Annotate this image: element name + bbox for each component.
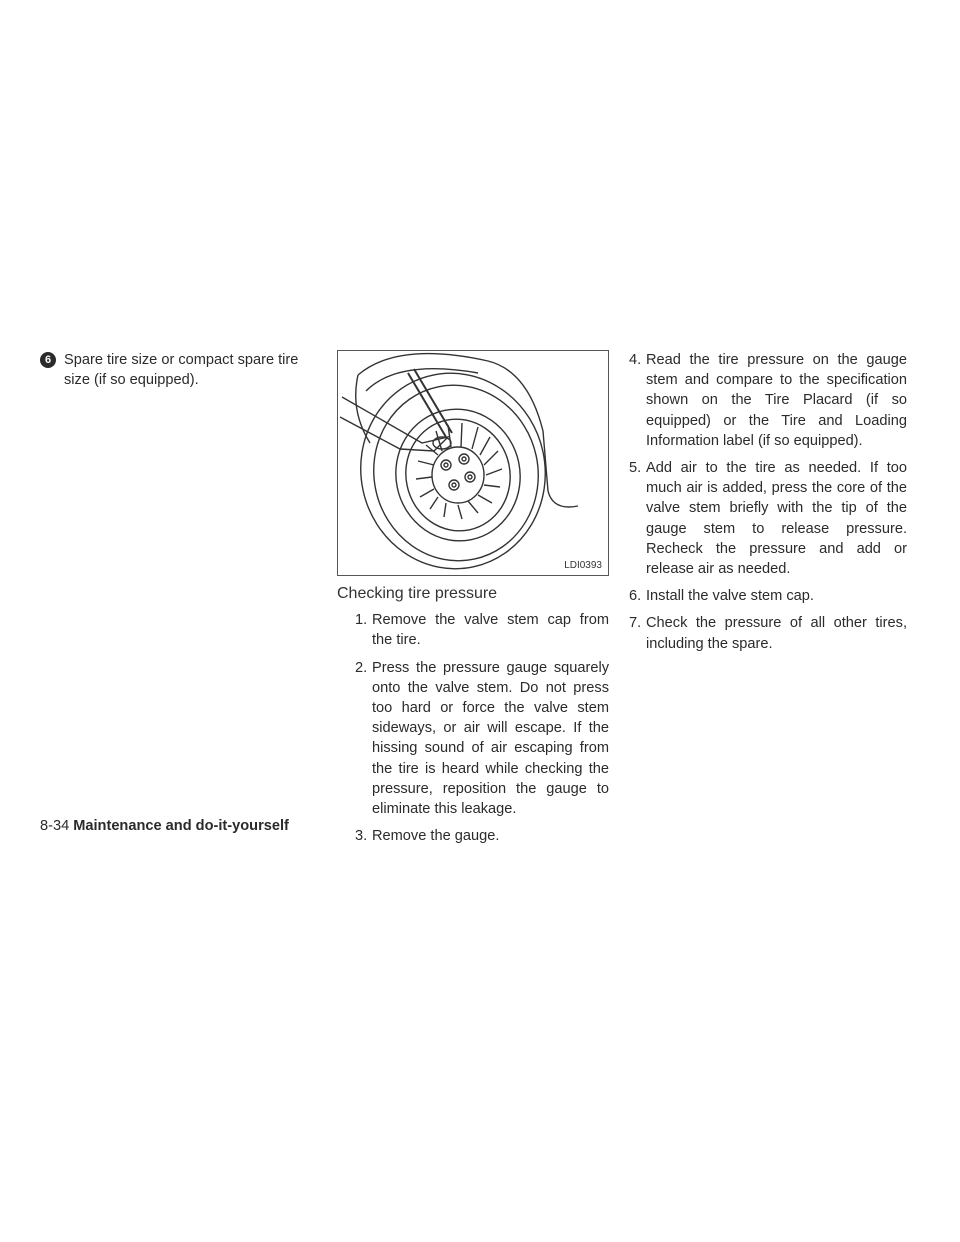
- step-number: 3.: [355, 828, 368, 845]
- left-column: [40, 350, 322, 390]
- steps-list-part1: [337, 610, 609, 846]
- spare-tire-item: [40, 350, 322, 390]
- tire-illustration: [337, 350, 609, 576]
- step-number: 4.: [629, 352, 642, 368]
- list-item: [629, 586, 907, 606]
- page-footer: [40, 818, 289, 834]
- step-number: 1.: [355, 612, 368, 629]
- list-item: [629, 350, 907, 451]
- list-item: [629, 613, 907, 653]
- step-text: Check the pressure of all other tires, including the spare.: [646, 615, 907, 652]
- list-item: [355, 658, 609, 820]
- list-item: [355, 826, 609, 846]
- step-number: 2.: [355, 659, 368, 676]
- step-text: Press the pressure gauge squarely onto the valve stem. Do not press too hard or force the valve stem sideways, or air will escape. If the hissing sound of air escaping from the tire is heard while checking the pressure, reposition the gauge to eliminate this leakage.: [372, 659, 609, 818]
- list-item: [355, 610, 609, 650]
- step-text: Remove the valve stem cap from the tire.: [372, 612, 609, 649]
- step-number: 5.: [629, 460, 642, 477]
- footer-section-title: Maintenance and do-it-yourself: [73, 818, 289, 834]
- middle-column: [337, 350, 609, 853]
- step-text: Read the tire pressure on the gauge stem and compare to the specification shown on the Tire Placard (if so equipped) or the Tire and Loading Information label (if so equipped).: [646, 352, 907, 449]
- tire-gauge-drawing: [338, 351, 608, 575]
- item-text: Spare tire size or compact spare tire size (if so equipped).: [64, 352, 299, 389]
- section-heading: Checking tire pressure: [337, 585, 498, 602]
- steps-list-part2: [629, 350, 907, 654]
- step-number: 7.: [629, 615, 642, 632]
- right-column: [629, 350, 907, 661]
- step-text: Remove the gauge.: [372, 828, 500, 845]
- step-text: Install the valve stem cap.: [646, 588, 814, 605]
- page-number: 8-34: [40, 818, 70, 834]
- step-text: Add air to the tire as needed. If too much air is added, press the core of the valve stem briefly with the tip of the gauge stem to release pressure. Recheck the pressure and add or release air as needed.: [646, 460, 907, 578]
- list-item: [629, 458, 907, 579]
- step-number: 6.: [629, 588, 642, 605]
- figure-label: LDI0393: [564, 560, 602, 571]
- item-marker: 6: [40, 352, 56, 368]
